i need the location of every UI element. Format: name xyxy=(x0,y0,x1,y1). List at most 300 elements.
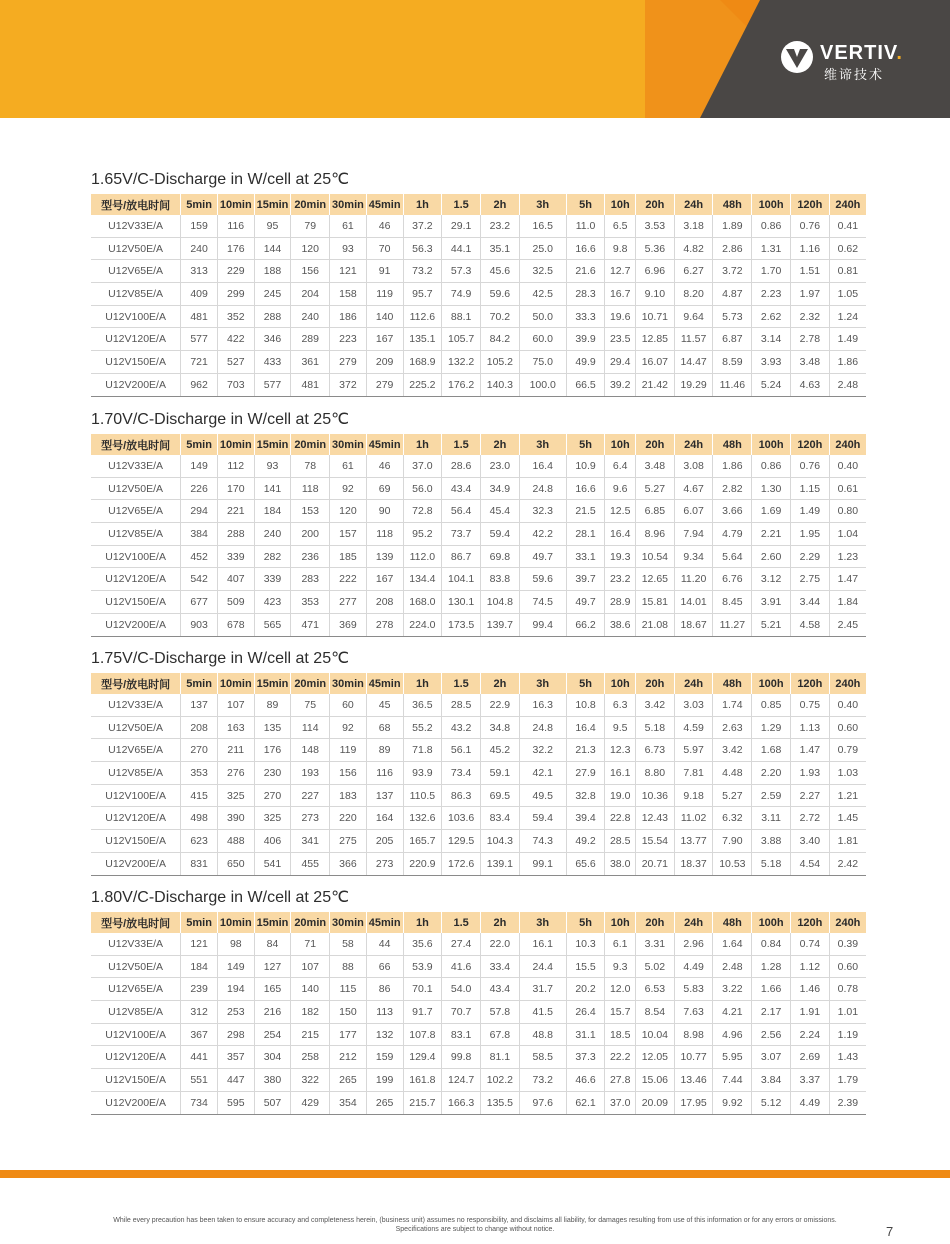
value-cell: 230 xyxy=(254,762,291,785)
value-cell: 734 xyxy=(181,1091,218,1114)
value-cell: 205 xyxy=(366,830,403,853)
column-header: 20h xyxy=(635,194,674,215)
model-cell: U12V150E/A xyxy=(91,1069,181,1092)
value-cell: 8.98 xyxy=(674,1023,713,1046)
value-cell: 61 xyxy=(330,455,367,477)
value-cell: 156 xyxy=(291,260,330,283)
model-cell: U12V200E/A xyxy=(91,373,181,396)
value-cell: 0.40 xyxy=(829,694,866,716)
value-cell: 14.01 xyxy=(674,591,713,614)
column-header: 10min xyxy=(217,673,254,694)
column-header: 15min xyxy=(254,912,291,933)
value-cell: 227 xyxy=(291,784,330,807)
value-cell: 2.56 xyxy=(752,1023,791,1046)
model-cell: U12V85E/A xyxy=(91,762,181,785)
column-header: 1h xyxy=(403,434,442,455)
value-cell: 1.68 xyxy=(752,739,791,762)
model-cell: U12V120E/A xyxy=(91,807,181,830)
value-cell: 407 xyxy=(217,568,254,591)
value-cell: 11.27 xyxy=(713,613,752,636)
value-cell: 177 xyxy=(330,1023,367,1046)
value-cell: 43.4 xyxy=(481,978,520,1001)
model-cell: U12V50E/A xyxy=(91,237,181,260)
value-cell: 132.2 xyxy=(442,351,481,374)
value-cell: 215 xyxy=(291,1023,330,1046)
value-cell: 650 xyxy=(217,852,254,875)
value-cell: 33.3 xyxy=(566,305,605,328)
value-cell: 42.2 xyxy=(519,523,566,546)
value-cell: 6.3 xyxy=(605,694,636,716)
value-cell: 61 xyxy=(330,215,367,237)
value-cell: 380 xyxy=(254,1069,291,1092)
value-cell: 0.78 xyxy=(829,978,866,1001)
value-cell: 5.27 xyxy=(635,477,674,500)
value-cell: 79 xyxy=(291,215,330,237)
value-cell: 24.8 xyxy=(519,716,566,739)
value-cell: 226 xyxy=(181,477,218,500)
value-cell: 113 xyxy=(366,1001,403,1024)
value-cell: 273 xyxy=(366,852,403,875)
value-cell: 221 xyxy=(217,500,254,523)
table-row xyxy=(91,305,866,328)
value-cell: 83.4 xyxy=(481,807,520,830)
value-cell: 99.4 xyxy=(519,613,566,636)
value-cell: 22.0 xyxy=(481,933,520,955)
column-header: 5min xyxy=(181,673,218,694)
page-number: 7 xyxy=(886,1224,894,1239)
value-cell: 149 xyxy=(181,455,218,477)
value-cell: 93 xyxy=(330,237,367,260)
value-cell: 67.8 xyxy=(481,1023,520,1046)
value-cell: 1.23 xyxy=(829,545,866,568)
value-cell: 0.84 xyxy=(752,933,791,955)
value-cell: 10.71 xyxy=(635,305,674,328)
value-cell: 120 xyxy=(330,500,367,523)
value-cell: 70.1 xyxy=(403,978,442,1001)
table-row xyxy=(91,1069,866,1092)
column-header: 1h xyxy=(403,673,442,694)
value-cell: 265 xyxy=(366,1091,403,1114)
value-cell: 21.5 xyxy=(566,500,605,523)
table-header-row xyxy=(91,673,866,694)
value-cell: 10.9 xyxy=(566,455,605,477)
value-cell: 236 xyxy=(291,545,330,568)
value-cell: 1.13 xyxy=(790,716,829,739)
column-header: 5min xyxy=(181,434,218,455)
value-cell: 137 xyxy=(366,784,403,807)
value-cell: 4.21 xyxy=(713,1001,752,1024)
table-section-4 xyxy=(91,888,866,1115)
value-cell: 37.0 xyxy=(403,455,442,477)
value-cell: 59.4 xyxy=(481,523,520,546)
value-cell: 49.7 xyxy=(519,545,566,568)
value-cell: 369 xyxy=(330,613,367,636)
table-row xyxy=(91,477,866,500)
value-cell: 279 xyxy=(366,373,403,396)
value-cell: 57.3 xyxy=(442,260,481,283)
value-cell: 962 xyxy=(181,373,218,396)
value-cell: 127 xyxy=(254,955,291,978)
column-header: 45min xyxy=(366,673,403,694)
value-cell: 129.4 xyxy=(403,1046,442,1069)
value-cell: 24.4 xyxy=(519,955,566,978)
value-cell: 17.95 xyxy=(674,1091,713,1114)
value-cell: 56.4 xyxy=(442,500,481,523)
value-cell: 279 xyxy=(330,351,367,374)
value-cell: 288 xyxy=(217,523,254,546)
value-cell: 188 xyxy=(254,260,291,283)
value-cell: 66.2 xyxy=(566,613,605,636)
value-cell: 4.49 xyxy=(674,955,713,978)
value-cell: 3.44 xyxy=(790,591,829,614)
page-header xyxy=(0,0,950,118)
value-cell: 22.9 xyxy=(481,694,520,716)
value-cell: 93 xyxy=(254,455,291,477)
value-cell: 19.0 xyxy=(605,784,636,807)
value-cell: 353 xyxy=(291,591,330,614)
value-cell: 258 xyxy=(291,1046,330,1069)
column-header: 型号/放电时间 xyxy=(91,673,181,694)
value-cell: 270 xyxy=(181,739,218,762)
column-header: 45min xyxy=(366,912,403,933)
column-header: 5min xyxy=(181,912,218,933)
value-cell: 23.0 xyxy=(481,455,520,477)
value-cell: 12.0 xyxy=(605,978,636,1001)
column-header: 1.5 xyxy=(442,912,481,933)
value-cell: 2.27 xyxy=(790,784,829,807)
value-cell: 8.54 xyxy=(635,1001,674,1024)
column-header: 24h xyxy=(674,194,713,215)
value-cell: 90 xyxy=(366,500,403,523)
value-cell: 22.8 xyxy=(605,807,636,830)
value-cell: 140 xyxy=(366,305,403,328)
value-cell: 11.57 xyxy=(674,328,713,351)
value-cell: 54.0 xyxy=(442,978,481,1001)
value-cell: 240 xyxy=(254,523,291,546)
value-cell: 3.42 xyxy=(635,694,674,716)
value-cell: 173.5 xyxy=(442,613,481,636)
value-cell: 43.4 xyxy=(442,477,481,500)
value-cell: 1.21 xyxy=(829,784,866,807)
value-cell: 0.61 xyxy=(829,477,866,500)
value-cell: 28.5 xyxy=(605,830,636,853)
value-cell: 28.6 xyxy=(442,455,481,477)
model-cell: U12V120E/A xyxy=(91,568,181,591)
value-cell: 3.66 xyxy=(713,500,752,523)
value-cell: 3.91 xyxy=(752,591,791,614)
value-cell: 551 xyxy=(181,1069,218,1092)
value-cell: 176 xyxy=(217,237,254,260)
value-cell: 3.72 xyxy=(713,260,752,283)
column-header: 15min xyxy=(254,434,291,455)
column-header: 20min xyxy=(291,673,330,694)
value-cell: 59.4 xyxy=(519,807,566,830)
value-cell: 168.9 xyxy=(403,351,442,374)
value-cell: 116 xyxy=(366,762,403,785)
value-cell: 0.80 xyxy=(829,500,866,523)
value-cell: 28.1 xyxy=(566,523,605,546)
value-cell: 73.2 xyxy=(519,1069,566,1092)
value-cell: 83.1 xyxy=(442,1023,481,1046)
value-cell: 49.2 xyxy=(566,830,605,853)
value-cell: 3.88 xyxy=(752,830,791,853)
value-cell: 70.7 xyxy=(442,1001,481,1024)
value-cell: 12.85 xyxy=(635,328,674,351)
column-header: 240h xyxy=(829,673,866,694)
value-cell: 60.0 xyxy=(519,328,566,351)
value-cell: 167 xyxy=(366,568,403,591)
value-cell: 3.48 xyxy=(790,351,829,374)
value-cell: 7.44 xyxy=(713,1069,752,1092)
value-cell: 1.45 xyxy=(829,807,866,830)
model-cell: U12V85E/A xyxy=(91,283,181,306)
value-cell: 18.5 xyxy=(605,1023,636,1046)
value-cell: 29.1 xyxy=(442,215,481,237)
value-cell: 0.60 xyxy=(829,716,866,739)
table-row xyxy=(91,568,866,591)
column-header: 15min xyxy=(254,194,291,215)
column-header: 240h xyxy=(829,434,866,455)
value-cell: 66 xyxy=(366,955,403,978)
value-cell: 3.48 xyxy=(635,455,674,477)
value-cell: 6.5 xyxy=(605,215,636,237)
value-cell: 42.1 xyxy=(519,762,566,785)
value-cell: 48.8 xyxy=(519,1023,566,1046)
value-cell: 366 xyxy=(330,852,367,875)
value-cell: 222 xyxy=(330,568,367,591)
value-cell: 0.60 xyxy=(829,955,866,978)
value-cell: 74.9 xyxy=(442,283,481,306)
column-header: 20h xyxy=(635,434,674,455)
value-cell: 19.6 xyxy=(605,305,636,328)
column-header: 10min xyxy=(217,434,254,455)
model-cell: U12V200E/A xyxy=(91,1091,181,1114)
column-header: 120h xyxy=(790,673,829,694)
value-cell: 2.82 xyxy=(713,477,752,500)
value-cell: 39.9 xyxy=(566,328,605,351)
value-cell: 45.2 xyxy=(481,739,520,762)
table-title: 1.65V/C-Discharge in W/cell at 25℃ xyxy=(91,171,350,188)
table-row xyxy=(91,545,866,568)
value-cell: 2.75 xyxy=(790,568,829,591)
table-row xyxy=(91,1091,866,1114)
value-cell: 239 xyxy=(181,978,218,1001)
value-cell: 39.2 xyxy=(605,373,636,396)
value-cell: 3.03 xyxy=(674,694,713,716)
value-cell: 165.7 xyxy=(403,830,442,853)
value-cell: 135 xyxy=(254,716,291,739)
table-row xyxy=(91,694,866,716)
value-cell: 13.46 xyxy=(674,1069,713,1092)
column-header: 型号/放电时间 xyxy=(91,434,181,455)
column-header: 240h xyxy=(829,912,866,933)
value-cell: 1.16 xyxy=(790,237,829,260)
value-cell: 89 xyxy=(254,694,291,716)
column-header: 100h xyxy=(752,673,791,694)
value-cell: 211 xyxy=(217,739,254,762)
column-header: 24h xyxy=(674,673,713,694)
value-cell: 229 xyxy=(217,260,254,283)
column-header: 48h xyxy=(713,194,752,215)
value-cell: 11.20 xyxy=(674,568,713,591)
value-cell: 20.2 xyxy=(566,978,605,1001)
value-cell: 95 xyxy=(254,215,291,237)
value-cell: 28.5 xyxy=(442,694,481,716)
value-cell: 153 xyxy=(291,500,330,523)
value-cell: 158 xyxy=(330,283,367,306)
value-cell: 120 xyxy=(291,237,330,260)
value-cell: 157 xyxy=(330,523,367,546)
value-cell: 27.4 xyxy=(442,933,481,955)
model-cell: U12V100E/A xyxy=(91,1023,181,1046)
table-header-row xyxy=(91,434,866,455)
value-cell: 2.48 xyxy=(713,955,752,978)
value-cell: 2.72 xyxy=(790,807,829,830)
value-cell: 45.4 xyxy=(481,500,520,523)
value-cell: 10.53 xyxy=(713,852,752,875)
value-cell: 107 xyxy=(291,955,330,978)
value-cell: 31.1 xyxy=(566,1023,605,1046)
value-cell: 129.5 xyxy=(442,830,481,853)
value-cell: 32.3 xyxy=(519,500,566,523)
value-cell: 92 xyxy=(330,716,367,739)
table-title: 1.70V/C-Discharge in W/cell at 25℃ xyxy=(91,411,350,428)
value-cell: 164 xyxy=(366,807,403,830)
value-cell: 19.29 xyxy=(674,373,713,396)
value-cell: 110.5 xyxy=(403,784,442,807)
value-cell: 32.8 xyxy=(566,784,605,807)
value-cell: 721 xyxy=(181,351,218,374)
value-cell: 325 xyxy=(217,784,254,807)
value-cell: 542 xyxy=(181,568,218,591)
table-row xyxy=(91,237,866,260)
column-header: 型号/放电时间 xyxy=(91,912,181,933)
value-cell: 282 xyxy=(254,545,291,568)
column-header: 48h xyxy=(713,673,752,694)
value-cell: 91.7 xyxy=(403,1001,442,1024)
value-cell: 1.28 xyxy=(752,955,791,978)
value-cell: 6.96 xyxy=(635,260,674,283)
column-header: 2h xyxy=(481,673,520,694)
value-cell: 45 xyxy=(366,694,403,716)
value-cell: 5.27 xyxy=(713,784,752,807)
value-cell: 409 xyxy=(181,283,218,306)
value-cell: 352 xyxy=(217,305,254,328)
value-cell: 3.31 xyxy=(635,933,674,955)
value-cell: 4.48 xyxy=(713,762,752,785)
value-cell: 62.1 xyxy=(566,1091,605,1114)
value-cell: 6.4 xyxy=(605,455,636,477)
value-cell: 390 xyxy=(217,807,254,830)
value-cell: 44 xyxy=(366,933,403,955)
value-cell: 10.54 xyxy=(635,545,674,568)
value-cell: 88.1 xyxy=(442,305,481,328)
value-cell: 2.17 xyxy=(752,1001,791,1024)
table-row xyxy=(91,613,866,636)
value-cell: 1.49 xyxy=(790,500,829,523)
column-header: 5h xyxy=(566,194,605,215)
table-row xyxy=(91,351,866,374)
value-cell: 150 xyxy=(330,1001,367,1024)
value-cell: 83.8 xyxy=(481,568,520,591)
column-header: 20min xyxy=(291,434,330,455)
value-cell: 86.3 xyxy=(442,784,481,807)
table-row xyxy=(91,933,866,955)
value-cell: 1.69 xyxy=(752,500,791,523)
value-cell: 74.3 xyxy=(519,830,566,853)
table-section-2 xyxy=(91,410,866,637)
column-header: 3h xyxy=(519,673,566,694)
value-cell: 3.42 xyxy=(713,739,752,762)
value-cell: 12.05 xyxy=(635,1046,674,1069)
value-cell: 276 xyxy=(217,762,254,785)
value-cell: 471 xyxy=(291,613,330,636)
model-cell: U12V50E/A xyxy=(91,477,181,500)
value-cell: 209 xyxy=(366,351,403,374)
value-cell: 361 xyxy=(291,351,330,374)
value-cell: 36.5 xyxy=(403,694,442,716)
model-cell: U12V150E/A xyxy=(91,351,181,374)
value-cell: 10.36 xyxy=(635,784,674,807)
value-cell: 104.8 xyxy=(481,591,520,614)
value-cell: 16.1 xyxy=(519,933,566,955)
value-cell: 170 xyxy=(217,477,254,500)
model-cell: U12V85E/A xyxy=(91,523,181,546)
value-cell: 1.84 xyxy=(829,591,866,614)
column-header: 20h xyxy=(635,673,674,694)
value-cell: 12.7 xyxy=(605,260,636,283)
value-cell: 119 xyxy=(330,739,367,762)
value-cell: 46 xyxy=(366,455,403,477)
model-cell: U12V65E/A xyxy=(91,978,181,1001)
column-header: 30min xyxy=(330,912,367,933)
value-cell: 423 xyxy=(254,591,291,614)
column-header: 3h xyxy=(519,912,566,933)
value-cell: 9.5 xyxy=(605,716,636,739)
value-cell: 112.6 xyxy=(403,305,442,328)
value-cell: 182 xyxy=(291,1001,330,1024)
value-cell: 21.3 xyxy=(566,739,605,762)
value-cell: 4.82 xyxy=(674,237,713,260)
discharge-table xyxy=(91,194,866,397)
value-cell: 69 xyxy=(366,477,403,500)
value-cell: 406 xyxy=(254,830,291,853)
model-cell: U12V65E/A xyxy=(91,739,181,762)
value-cell: 10.77 xyxy=(674,1046,713,1069)
value-cell: 116 xyxy=(217,215,254,237)
column-header: 24h xyxy=(674,912,713,933)
value-cell: 107 xyxy=(217,694,254,716)
column-header: 1.5 xyxy=(442,434,481,455)
value-cell: 139.7 xyxy=(481,613,520,636)
disclaimer-text: While every precaution has been taken to ensure accuracy and completeness herein, (business unit) assumes no responsibility, and disclaims all liability, for damages resulting from use of this information or for any errors or omissions. xyxy=(113,1217,837,1224)
value-cell: 46 xyxy=(366,215,403,237)
value-cell: 3.22 xyxy=(713,978,752,1001)
value-cell: 3.53 xyxy=(635,215,674,237)
value-cell: 99.1 xyxy=(519,852,566,875)
value-cell: 903 xyxy=(181,613,218,636)
value-cell: 16.5 xyxy=(519,215,566,237)
value-cell: 220 xyxy=(330,807,367,830)
value-cell: 38.6 xyxy=(605,613,636,636)
value-cell: 283 xyxy=(291,568,330,591)
value-cell: 16.6 xyxy=(566,237,605,260)
value-cell: 322 xyxy=(291,1069,330,1092)
value-cell: 69.8 xyxy=(481,545,520,568)
value-cell: 56.0 xyxy=(403,477,442,500)
value-cell: 16.4 xyxy=(519,455,566,477)
value-cell: 132.6 xyxy=(403,807,442,830)
